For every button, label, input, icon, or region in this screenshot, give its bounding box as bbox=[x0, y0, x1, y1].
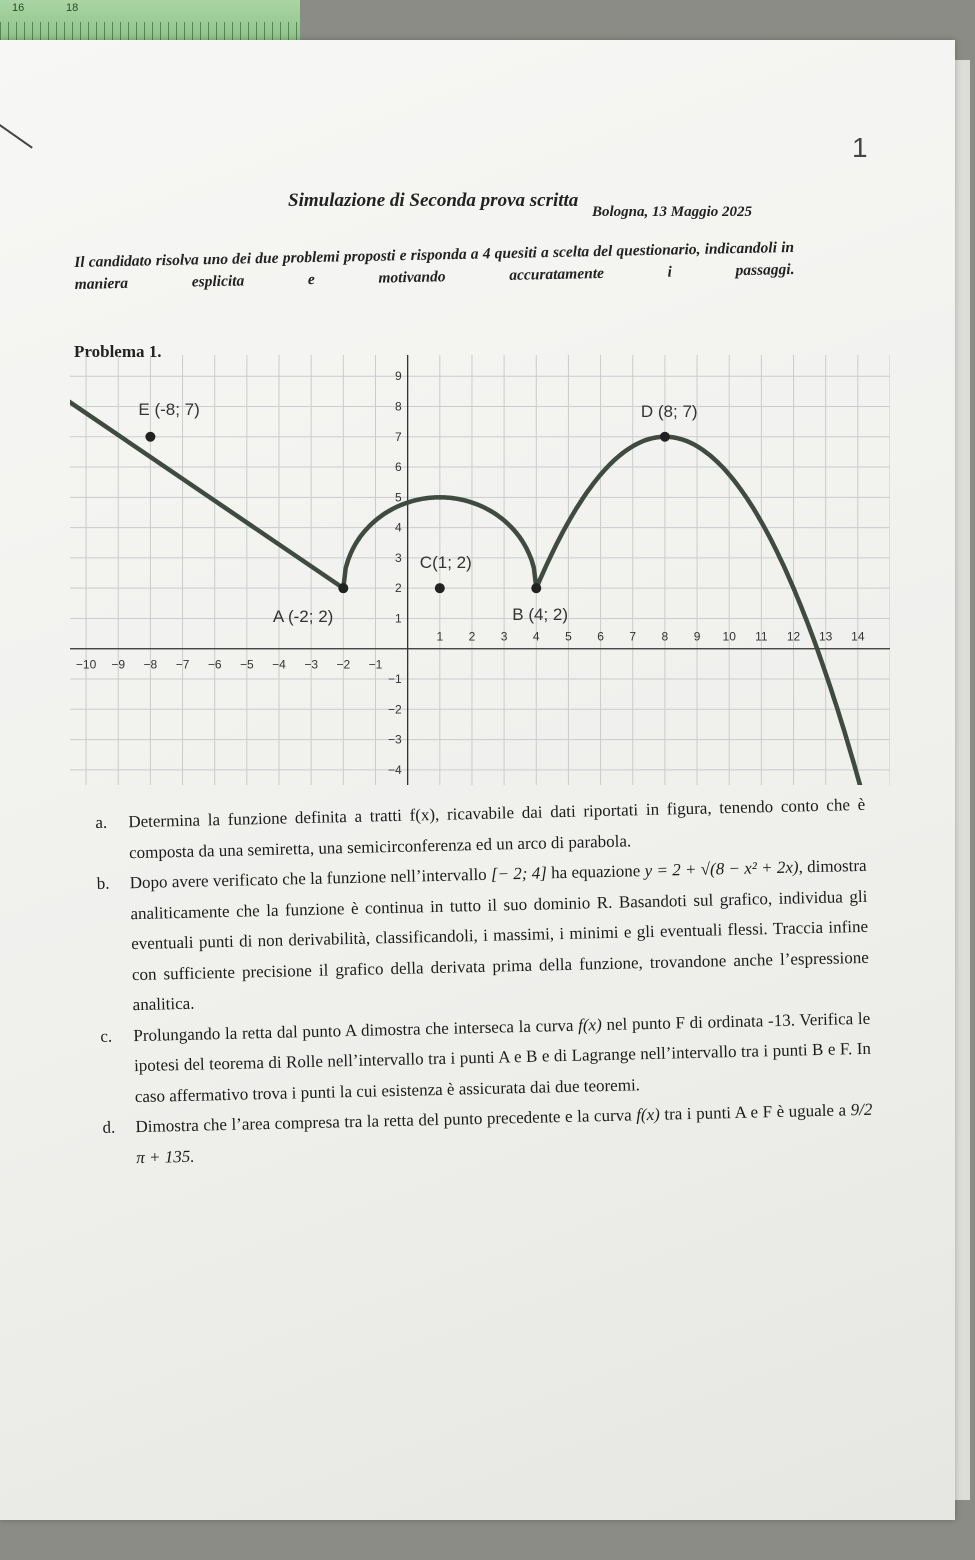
axes bbox=[70, 355, 890, 785]
tick-labels bbox=[76, 369, 865, 777]
function-symbol: f(x) bbox=[635, 1104, 661, 1125]
x-tick-label: 14 bbox=[851, 629, 865, 644]
y-tick-label: 4 bbox=[394, 520, 402, 535]
y-tick-label: 5 bbox=[394, 490, 402, 505]
grid bbox=[70, 355, 890, 785]
function-graph bbox=[70, 355, 890, 785]
question-text: Determina la funzione definita a tratti f(x), ricavabile dai dati riportati in figura, tenendo conto che è composta da una semiretta, una semicirconferenza ed un arco di parabola. bbox=[128, 794, 866, 862]
point-label: B (4; 2) bbox=[512, 605, 569, 625]
y-tick-label: 6 bbox=[394, 460, 402, 475]
point-label: E (-8; 7) bbox=[138, 399, 200, 419]
y-tick-label: 8 bbox=[394, 399, 402, 414]
x-tick-label: 8 bbox=[661, 629, 669, 644]
ruler-number: 16 bbox=[12, 2, 25, 14]
x-tick-label: −4 bbox=[272, 657, 286, 672]
question-label: b. bbox=[96, 873, 110, 893]
x-tick-label: −3 bbox=[304, 657, 319, 672]
x-tick-label: −10 bbox=[75, 657, 97, 672]
x-tick-label: 9 bbox=[693, 629, 701, 644]
problem-title: Problema 1. bbox=[74, 342, 162, 361]
question-text: Prolungando la retta dal punto A dimostra che interseca la curva bbox=[133, 1015, 574, 1045]
question-text: Dimostra che l’area compresa tra la retta del punto precedente e la curva bbox=[135, 1105, 632, 1137]
y-tick-label: −3 bbox=[387, 732, 402, 747]
question-text: nel punto F di ordinata -13. Verifica le ipotesi del teorema di Rolle nell’intervallo tra i punti A e B e di Lagrange nell’intervallo tra i punti B e F. In caso affermativo trova i punti la cui esistenza è assicurata dai due teoremi. bbox=[133, 1008, 872, 1106]
instructions: Il candidato risolva uno dei due problemi proposti e risponda a 4 quesiti a scelta del questionario, indicandoli in maniera esplicita e motivando accuratamente i passaggi. bbox=[74, 238, 795, 293]
area-result: 9/2 π + 135. bbox=[136, 1099, 873, 1167]
exam-title: Simulazione di Seconda prova scritta bbox=[288, 190, 579, 211]
x-tick-label: −7 bbox=[175, 657, 190, 672]
y-tick-label: −1 bbox=[387, 672, 402, 687]
question-b bbox=[96, 851, 869, 1022]
point-marker bbox=[145, 432, 155, 442]
x-tick-label: −9 bbox=[111, 657, 126, 672]
y-tick-label: 7 bbox=[394, 429, 402, 444]
y-tick-label: −2 bbox=[387, 702, 402, 717]
point-label: C(1; 2) bbox=[419, 553, 472, 573]
pen-mark bbox=[0, 124, 33, 173]
x-tick-label: −2 bbox=[336, 657, 351, 672]
x-tick-label: −8 bbox=[143, 657, 158, 672]
equation: y = 2 + √(8 − x² + 2x) bbox=[644, 857, 799, 881]
x-tick-label: 12 bbox=[786, 629, 801, 644]
function-symbol: f(x) bbox=[577, 1014, 602, 1035]
question-text: ha equazione bbox=[550, 861, 641, 883]
page-number: 1 bbox=[852, 132, 868, 163]
point-marker bbox=[338, 583, 348, 593]
y-tick-label: 9 bbox=[394, 369, 402, 384]
point-label: A (-2; 2) bbox=[272, 607, 334, 627]
ruler-number: 18 bbox=[66, 2, 79, 14]
x-tick-label: 5 bbox=[565, 629, 572, 644]
points bbox=[138, 400, 697, 626]
question-text: , dimostra analiticamente che la funzione è continua in tutto il suo dominio R. Basandoti sul grafico, individua gli eventuali punti di non derivabilità, classificandoli, i massimi, i minimi e gli eventuali flessi. Traccia infine con sufficiente precisione il grafico della derivata prima della funzione, trovandone anche l’espressione analitica. bbox=[130, 855, 869, 1015]
point-marker bbox=[660, 432, 670, 442]
x-tick-label: 3 bbox=[500, 629, 508, 644]
question-label: c. bbox=[100, 1026, 113, 1046]
x-tick-label: 6 bbox=[597, 629, 604, 644]
x-tick-label: 2 bbox=[468, 629, 476, 644]
y-tick-label: −4 bbox=[387, 762, 402, 777]
x-tick-label: 4 bbox=[532, 629, 540, 644]
x-tick-label: 7 bbox=[629, 629, 637, 644]
x-tick-label: 10 bbox=[722, 629, 736, 644]
question-c bbox=[100, 1003, 872, 1113]
question-text: Dopo avere verificato che la funzione nell’intervallo bbox=[129, 864, 487, 893]
x-tick-label: 1 bbox=[436, 629, 444, 644]
questions-list bbox=[95, 790, 873, 1174]
x-tick-label: 13 bbox=[819, 629, 833, 644]
point-marker bbox=[435, 583, 445, 593]
exam-date: Bologna, 13 Maggio 2025 bbox=[592, 204, 753, 220]
interval: [− 2; 4] bbox=[490, 863, 548, 884]
point-marker bbox=[531, 583, 541, 593]
desk-ruler bbox=[0, 0, 300, 40]
ruler-ticks bbox=[0, 22, 300, 40]
question-label: a. bbox=[95, 812, 108, 832]
y-tick-label: 2 bbox=[394, 581, 402, 596]
question-text: tra i punti A e F è uguale a bbox=[664, 1100, 847, 1124]
y-tick-label: 1 bbox=[394, 611, 402, 626]
x-tick-label: 11 bbox=[755, 629, 768, 644]
question-label: d. bbox=[102, 1117, 116, 1137]
x-tick-label: −6 bbox=[207, 657, 222, 672]
y-tick-label: 3 bbox=[394, 550, 402, 565]
x-tick-label: −5 bbox=[240, 657, 254, 672]
point-label: D (8; 7) bbox=[640, 401, 698, 421]
x-tick-label: −1 bbox=[368, 657, 383, 672]
